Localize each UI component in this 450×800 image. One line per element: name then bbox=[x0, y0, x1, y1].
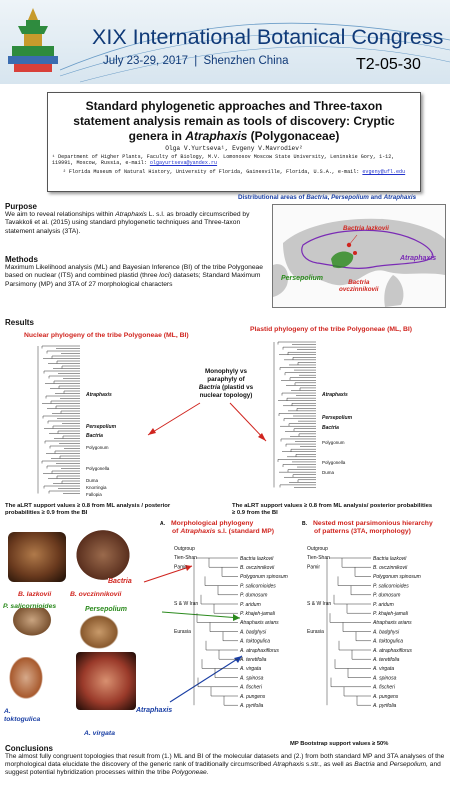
morph-taxon-label: B. ovczinnikovii bbox=[373, 565, 408, 571]
title-line-3: genera in Atraphaxis (Polygonaceae) bbox=[128, 129, 340, 143]
congress-location: Shenzhen China bbox=[203, 55, 289, 67]
plastid-label-persepolium: Persepolium bbox=[322, 415, 353, 421]
panel-b-title: B. Nested most parsimonious hierarchy of patterns (3TA, morphology) bbox=[302, 520, 433, 535]
morph-taxon-label: A. pyrifolia bbox=[373, 703, 397, 709]
photo-label-bactria: Bactria bbox=[108, 578, 132, 585]
map-label-persepolium: Persepolium bbox=[281, 275, 324, 282]
conclusions-text: The almost fully congruent topologies that result from (1.) ML and BI of the molecular datasets and (2.) from both standard MP and 3TA analyses of the morphological data elucidate the discovery of the generic rank of traditionally circumscribed Atraphaxis s.str., as well as Bactria and Persepolium, and suggest potential hybridization processes within the tribe Polygoneae. bbox=[5, 753, 445, 777]
results-heading: Results bbox=[5, 318, 34, 327]
photo-label-a-toktogulica: A. toktogulica bbox=[4, 708, 41, 723]
morph-taxon-label: P. khajeh-jamali bbox=[373, 611, 408, 617]
region-label: Eurasia bbox=[174, 628, 191, 635]
morph-taxon-label: A. teretifolia bbox=[373, 657, 400, 663]
nuclear-label-persepolium: Persepolium bbox=[86, 424, 117, 430]
plastid-phylogeny-title: Plastid phylogeny of the tribe Polygoneae (ML, BI) bbox=[250, 326, 413, 333]
methods-heading: Methods bbox=[5, 255, 38, 264]
methods-section bbox=[5, 255, 267, 289]
email-link-2[interactable]: evgeny@ufl.edu bbox=[362, 169, 406, 175]
morph-taxon-label: A. spinosa bbox=[373, 675, 397, 682]
morph-tree-a bbox=[172, 540, 302, 740]
callout-arrows bbox=[140, 395, 280, 455]
distribution-map bbox=[272, 204, 446, 308]
map-label-atraphaxis: Atraphaxis bbox=[400, 255, 437, 262]
photo-label-a-virgata: A. virgata bbox=[84, 730, 115, 737]
map-label-bactria-ovczinnikovii: Bactria ovczinnikovii bbox=[339, 279, 379, 293]
morph-taxon-label: A. badghysi bbox=[240, 629, 267, 636]
morph-taxon-label: Atraphaxis arians bbox=[373, 620, 412, 627]
congress-date: July 23-29, 2017 bbox=[103, 55, 189, 67]
plastid-label-atraphaxis: Atraphaxis bbox=[322, 392, 348, 398]
monophyly-callout: Monophyly vs paraphyly of Bactria (plastid vs nuclear topology) bbox=[198, 368, 254, 399]
map-label-bactria-iazkovii: Bactria lazkovii bbox=[343, 225, 389, 232]
region-label: Pamir bbox=[174, 564, 188, 571]
region-label: Tien-Shan bbox=[174, 555, 197, 562]
morph-taxon-label: Atraphaxis arians bbox=[240, 620, 279, 627]
conclusions-heading: Conclusions bbox=[5, 744, 54, 753]
methods-text: Maximum Likelihood analysis (ML) and Bayesian Inference (BI) of the tribe Polygoneae based on nuclear (ITS) and combined plastid (three loci) datasets; Standard Maximum Parsimony (MP) and 3TA of 27 morphological characters bbox=[5, 264, 263, 288]
nuclear-label-polygonum: Polygonum bbox=[86, 445, 109, 450]
region-label: Eurasia bbox=[307, 628, 324, 635]
morph-taxon-label: A. pungens bbox=[240, 693, 266, 700]
morph-taxon-label: P. salicornioides bbox=[373, 583, 409, 590]
plastid-label-polygonella: Polygonella bbox=[322, 460, 346, 465]
morph-taxon-label: Polygonum spinosum bbox=[373, 574, 421, 581]
morph-taxon-label: P. aridum bbox=[373, 601, 394, 608]
photo-label-b-ovczinnikovii: B. ovczinnikovii bbox=[70, 591, 122, 598]
morph-taxon-label: A. fischeri bbox=[240, 684, 262, 691]
morph-taxon-label: P. dumosum bbox=[240, 592, 268, 599]
nuclear-label-knorringia: Knorringia bbox=[86, 485, 107, 490]
purpose-heading: Purpose bbox=[5, 202, 38, 211]
plastid-label-bactria: Bactria bbox=[322, 425, 339, 431]
morph-taxon-label: A. atraphaxiflorus bbox=[240, 647, 279, 654]
bootstrap-note: MP Bootstrap support values ≥ 50% bbox=[290, 741, 389, 747]
support-note-left: The aLRT support values ≥ 0.8 from ML analysis / posterior probabilities ≥ 0.9 from the BI bbox=[5, 503, 171, 517]
nuclear-label-duma: Duma bbox=[86, 478, 99, 483]
congress-logo-icon bbox=[4, 4, 62, 76]
title-line-1: Standard phylogenetic approaches and Three-taxon bbox=[85, 99, 383, 113]
morph-taxon-label: A. badghysi bbox=[373, 629, 400, 636]
email-link-1[interactable]: olgayurtseva@yandex.ru bbox=[149, 160, 218, 167]
poster-header bbox=[0, 0, 450, 84]
map-caption: Distributional areas of Bactria, Persepolium and Atraphaxis bbox=[238, 194, 417, 201]
photo-p-salicornioides bbox=[10, 608, 54, 638]
region-label: S & W Iran bbox=[174, 601, 199, 608]
morph-taxon-label: A. pyrifolia bbox=[240, 703, 264, 709]
support-note-right: The aLRT support values ≥ 0.8 from ML analysis/ posterior probabilities ≥ 0.9 from the BI bbox=[232, 503, 433, 517]
congress-date-location: July 23-29, 2017 | Shenzhen China bbox=[103, 55, 289, 67]
nuclear-label-fallopia: Fallopia bbox=[86, 492, 102, 497]
morph-taxon-label: A. teretifolia bbox=[240, 657, 267, 663]
purpose-text: We aim to reveal relationships within Atraphaxis L. s.l. as broadly circumscribed by Tavakkoli et al. (2015) using standard phylogenetic techniques and Three-taxon statement analysis (3TA). bbox=[5, 211, 250, 235]
photo-b-iazkovii bbox=[8, 532, 66, 582]
authors: Olga V.Yurtseva¹, Evgeny V.Mavrodiev² bbox=[165, 145, 303, 152]
nuclear-phylogeny-title: Nuclear phylogeny of the tribe Polygoneae (ML, BI) bbox=[24, 332, 189, 339]
morph-taxon-label: Bactria lazkovii bbox=[240, 555, 274, 562]
morph-taxon-label: A. toktogulica bbox=[373, 638, 404, 645]
morph-taxon-label: A. pungens bbox=[373, 693, 399, 700]
morph-taxon-label: A. toktogulica bbox=[240, 638, 271, 645]
photo-b-ovczinnikovii bbox=[72, 526, 134, 584]
purpose-section bbox=[5, 202, 267, 236]
photo-persepolium bbox=[76, 612, 122, 652]
morph-taxon-label: Polygonum spinosum bbox=[240, 574, 288, 581]
photo-label-b-iazkovii: B. lazkovii bbox=[18, 591, 52, 598]
morph-taxon-label: A. virgata bbox=[240, 666, 262, 673]
region-label: Tien-Shan bbox=[307, 555, 330, 562]
poster-code: T2-05-30 bbox=[356, 56, 421, 73]
region-label: S & W Iran bbox=[307, 601, 332, 608]
region-label: Outgroup bbox=[307, 546, 328, 552]
conclusions-section bbox=[5, 744, 445, 778]
title-line-2: statement analysis remain as tools of discovery: Cryptic bbox=[73, 114, 395, 128]
morph-taxon-label: P. dumosum bbox=[373, 592, 401, 599]
morph-taxon-label: P. salicornioides bbox=[240, 583, 276, 590]
nuclear-label-atraphaxis: Atraphaxis bbox=[86, 392, 112, 398]
nuclear-label-polygonella: Polygonella bbox=[86, 466, 110, 471]
morph-taxon-label: A. spinosa bbox=[240, 675, 264, 682]
morph-taxon-label: P. khajeh-jamali bbox=[240, 611, 275, 617]
plastid-label-duma: Duma bbox=[322, 470, 335, 475]
region-label: Pamir bbox=[307, 564, 321, 571]
morph-taxon-label: P. aridum bbox=[240, 601, 261, 608]
morph-taxon-label: A. virgata bbox=[373, 666, 395, 673]
plastid-label-polygonum: Polygonum bbox=[322, 440, 345, 445]
nuclear-label-bactria: Bactria bbox=[86, 433, 103, 439]
photo-a-virgata bbox=[76, 652, 136, 710]
photo-label-atraphaxis: Atraphaxis bbox=[136, 707, 173, 714]
morph-tree-b bbox=[305, 540, 447, 740]
photo-label-persepolium: Persepolium bbox=[85, 606, 128, 613]
congress-title: XIX International Botanical Congress bbox=[92, 25, 444, 49]
photo-label-p-salicornioides: P. salicornioides bbox=[3, 603, 57, 610]
affiliation-1: ¹ Department of Higher Plants, Faculty of Biology, M.V. Lomonosov Moscow State University, Leninskie Gory, 1-12, 119991, Moscow, Russia, e-mail: olgayurtseva@yandex.ru bbox=[52, 154, 395, 167]
morph-taxon-label: B. ovczinnikovii bbox=[240, 565, 275, 571]
morph-taxon-label: A. atraphaxiflorus bbox=[373, 647, 412, 654]
morph-taxon-label: Bactria lazkovii bbox=[373, 555, 407, 562]
panel-a-title: A. Morphological phylogeny of Atraphaxis s.l. (standard MP) bbox=[160, 520, 274, 535]
title-box bbox=[47, 92, 421, 192]
morph-taxon-label: A. fischeri bbox=[373, 684, 395, 691]
affiliation-2: ² Florida Museum of Natural History, University of Florida, Gainesville, Florida, U.S.A., e-mail: evgeny@ufl.edu bbox=[62, 169, 406, 175]
poster-title bbox=[48, 99, 420, 144]
photo-a-toktogulica bbox=[6, 657, 46, 703]
region-label: Outgroup bbox=[174, 546, 195, 552]
